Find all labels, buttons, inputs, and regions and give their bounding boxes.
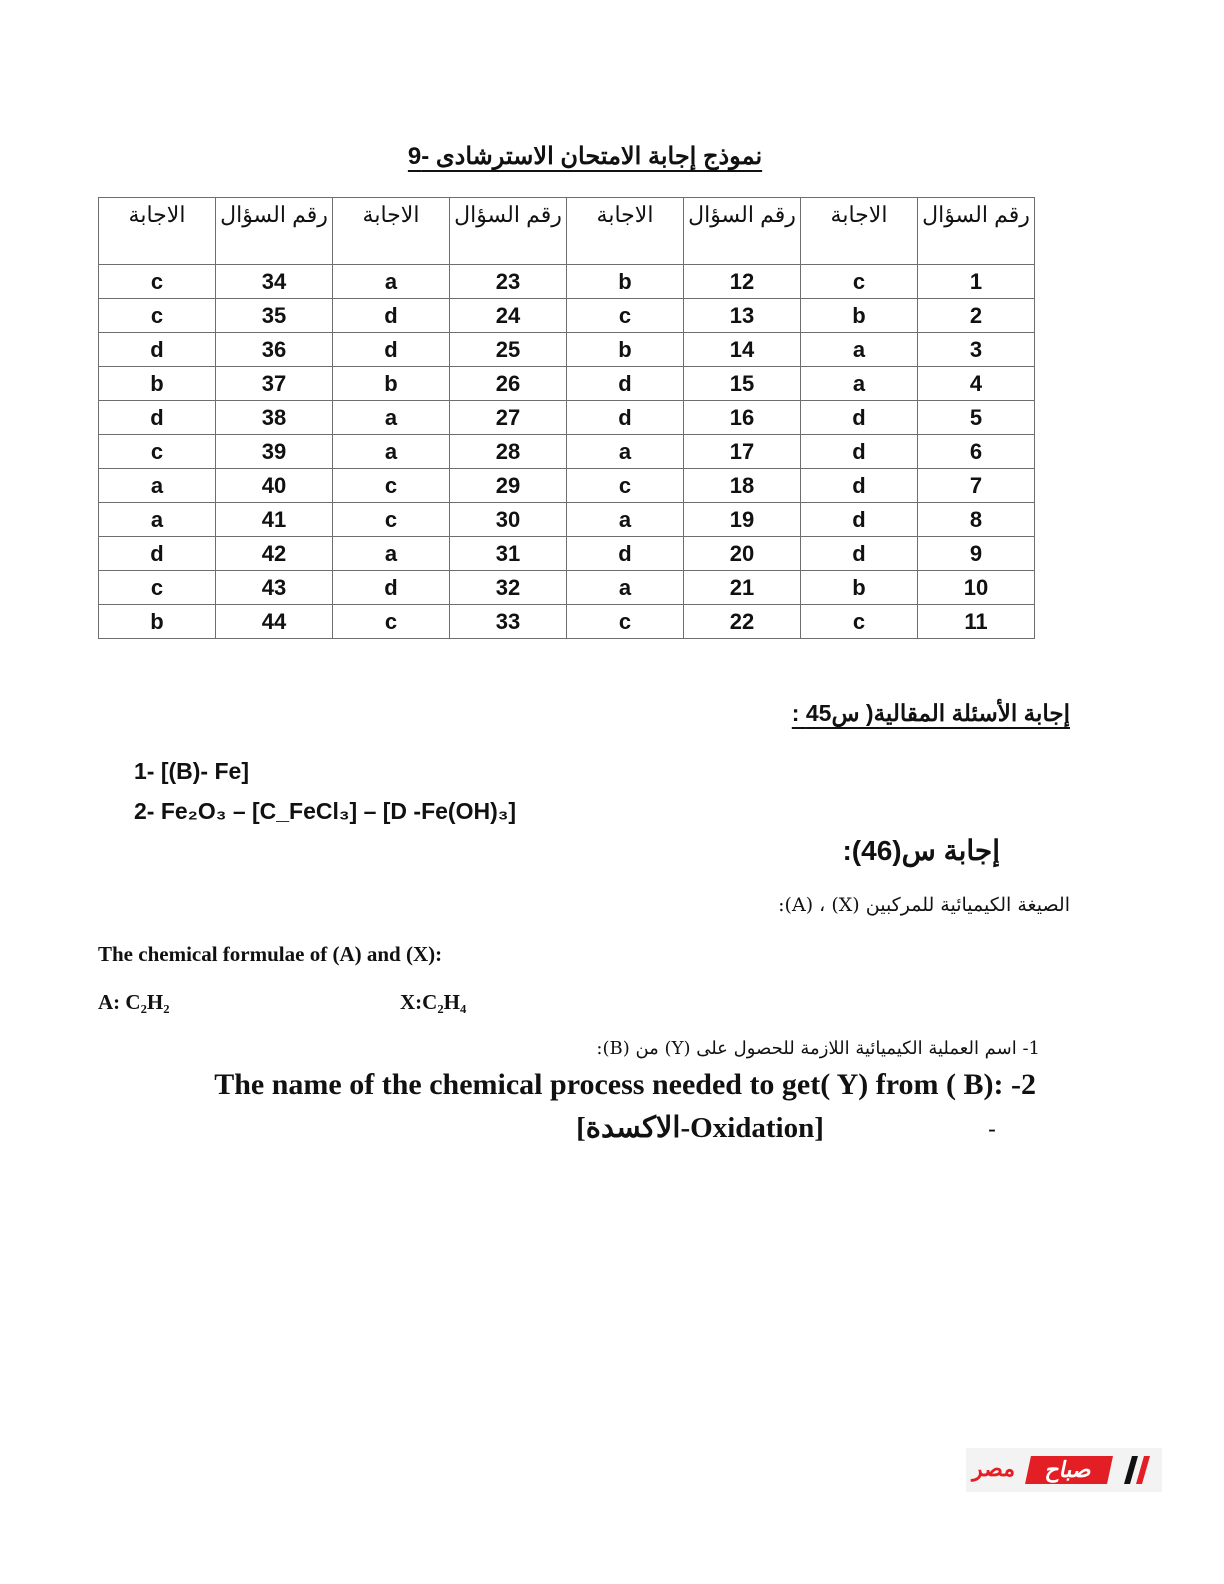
question-number-cell: 6 xyxy=(918,435,1035,469)
formula-a: A: C₂H₂ xyxy=(98,990,170,1014)
answer-cell: d xyxy=(567,537,684,571)
answer-cell: d xyxy=(801,435,918,469)
table-row xyxy=(99,401,1035,435)
question-number-cell: 20 xyxy=(684,537,801,571)
essay-heading-46: إجابة س(46): xyxy=(842,835,1000,866)
answer-cell: d xyxy=(99,401,216,435)
answer-cell: d xyxy=(567,401,684,435)
answer-cell: b xyxy=(801,571,918,605)
question-number-cell: 26 xyxy=(450,367,567,401)
question-number-cell: 9 xyxy=(918,537,1035,571)
question-number-cell: 17 xyxy=(684,435,801,469)
question-number-cell: 27 xyxy=(450,401,567,435)
answer-cell: c xyxy=(99,299,216,333)
question-number-cell: 2 xyxy=(918,299,1035,333)
question-number-cell: 32 xyxy=(450,571,567,605)
question-number-cell: 30 xyxy=(450,503,567,537)
answer-cell: d xyxy=(333,299,450,333)
header-answer: الاجابة xyxy=(801,198,918,265)
header-question-number: رقم السؤال xyxy=(450,198,567,265)
formula-question-english: The chemical formulae of (A) and (X): xyxy=(98,942,443,966)
process-question-english: The name of the chemical process needed to get( Y) from ( B): -2 xyxy=(214,1068,1036,1101)
table-row xyxy=(99,571,1035,605)
question-number-cell: 28 xyxy=(450,435,567,469)
question-number-cell: 8 xyxy=(918,503,1035,537)
answer-cell: c xyxy=(333,503,450,537)
table-row xyxy=(99,367,1035,401)
answer-cell: d xyxy=(801,537,918,571)
table-row xyxy=(99,435,1035,469)
answer-cell: d xyxy=(801,401,918,435)
header-question-number: رقم السؤال xyxy=(684,198,801,265)
answer-cell: c xyxy=(567,469,684,503)
table-row xyxy=(99,299,1035,333)
question-number-cell: 39 xyxy=(216,435,333,469)
answer-cell: a xyxy=(99,503,216,537)
question-number-cell: 13 xyxy=(684,299,801,333)
question-number-cell: 24 xyxy=(450,299,567,333)
answer-cell: a xyxy=(801,367,918,401)
question-number-cell: 21 xyxy=(684,571,801,605)
answer-cell: c xyxy=(801,265,918,299)
answer-45-line-1: 1- [(B)- Fe] xyxy=(134,758,249,784)
answer-cell: a xyxy=(333,435,450,469)
answer-cell: a xyxy=(99,469,216,503)
logo-word-box: صباح xyxy=(1025,1456,1113,1484)
answer-key-table xyxy=(98,197,1035,639)
question-number-cell: 25 xyxy=(450,333,567,367)
logo-slash-icon xyxy=(1116,1456,1158,1484)
answer-cell: b xyxy=(567,265,684,299)
question-number-cell: 38 xyxy=(216,401,333,435)
table-row xyxy=(99,537,1035,571)
question-number-cell: 3 xyxy=(918,333,1035,367)
question-number-cell: 1 xyxy=(918,265,1035,299)
question-number-cell: 5 xyxy=(918,401,1035,435)
answer-cell: a xyxy=(567,571,684,605)
answer-cell: a xyxy=(567,435,684,469)
answer-cell: c xyxy=(99,265,216,299)
logo-word-red: مصر xyxy=(972,1456,1016,1481)
table-row xyxy=(99,265,1035,299)
question-number-cell: 40 xyxy=(216,469,333,503)
answer-cell: b xyxy=(333,367,450,401)
dash-marker: - xyxy=(988,1116,996,1143)
question-number-cell: 16 xyxy=(684,401,801,435)
answer-cell: d xyxy=(99,333,216,367)
table-row xyxy=(99,605,1035,639)
answer-cell: c xyxy=(567,605,684,639)
process-question-arabic: 1- اسم العملية الكيميائية اللازمة للحصول على (Y) من (B): xyxy=(596,1038,1040,1059)
answer-cell: c xyxy=(99,571,216,605)
answer-cell: c xyxy=(333,605,450,639)
answer-cell: d xyxy=(801,503,918,537)
answer-cell: a xyxy=(801,333,918,367)
answer-cell: d xyxy=(801,469,918,503)
answer-cell: d xyxy=(567,367,684,401)
question-number-cell: 37 xyxy=(216,367,333,401)
question-number-cell: 18 xyxy=(684,469,801,503)
answer-cell: b xyxy=(567,333,684,367)
question-number-cell: 22 xyxy=(684,605,801,639)
publisher-logo xyxy=(966,1448,1162,1492)
question-number-cell: 29 xyxy=(450,469,567,503)
table-row xyxy=(99,503,1035,537)
answer-cell: d xyxy=(99,537,216,571)
answer-cell: a xyxy=(567,503,684,537)
answer-cell: c xyxy=(801,605,918,639)
answer-cell: c xyxy=(99,435,216,469)
answer-cell: d xyxy=(333,571,450,605)
question-number-cell: 43 xyxy=(216,571,333,605)
question-number-cell: 11 xyxy=(918,605,1035,639)
answer-cell: a xyxy=(333,401,450,435)
process-answer: [الاكسدة-Oxidation] xyxy=(576,1112,824,1144)
question-number-cell: 34 xyxy=(216,265,333,299)
question-number-cell: 10 xyxy=(918,571,1035,605)
question-number-cell: 35 xyxy=(216,299,333,333)
formula-question-arabic: الصيغة الكيميائية للمركبين (X) ، (A): xyxy=(778,894,1070,916)
essay-heading-45: إجابة الأسئلة المقالية( س45 : xyxy=(791,700,1070,726)
header-answer: الاجابة xyxy=(567,198,684,265)
question-number-cell: 44 xyxy=(216,605,333,639)
table-row xyxy=(99,333,1035,367)
answer-45-line-2: 2- Fe₂O₃ – [C_FeCl₃] – [D -Fe(OH)₃] xyxy=(134,798,517,824)
header-question-number: رقم السؤال xyxy=(216,198,333,265)
header-question-number: رقم السؤال xyxy=(918,198,1035,265)
table-row xyxy=(99,469,1035,503)
question-number-cell: 41 xyxy=(216,503,333,537)
answer-cell: a xyxy=(333,265,450,299)
answer-cell: b xyxy=(801,299,918,333)
question-number-cell: 33 xyxy=(450,605,567,639)
answer-cell: b xyxy=(99,605,216,639)
answer-cell: a xyxy=(333,537,450,571)
table-header-row xyxy=(99,198,1035,265)
header-answer: الاجابة xyxy=(333,198,450,265)
question-number-cell: 12 xyxy=(684,265,801,299)
header-answer: الاجابة xyxy=(99,198,216,265)
question-number-cell: 36 xyxy=(216,333,333,367)
question-number-cell: 23 xyxy=(450,265,567,299)
answer-cell: c xyxy=(333,469,450,503)
question-number-cell: 7 xyxy=(918,469,1035,503)
question-number-cell: 42 xyxy=(216,537,333,571)
answer-cell: c xyxy=(567,299,684,333)
answer-cell: d xyxy=(333,333,450,367)
answer-cell: b xyxy=(99,367,216,401)
question-number-cell: 19 xyxy=(684,503,801,537)
page-title: نموذج إجابة الامتحان الاسترشادى -9 xyxy=(407,143,763,170)
formula-x: X:C₂H₄ xyxy=(400,990,467,1014)
question-number-cell: 31 xyxy=(450,537,567,571)
question-number-cell: 15 xyxy=(684,367,801,401)
question-number-cell: 4 xyxy=(918,367,1035,401)
question-number-cell: 14 xyxy=(684,333,801,367)
